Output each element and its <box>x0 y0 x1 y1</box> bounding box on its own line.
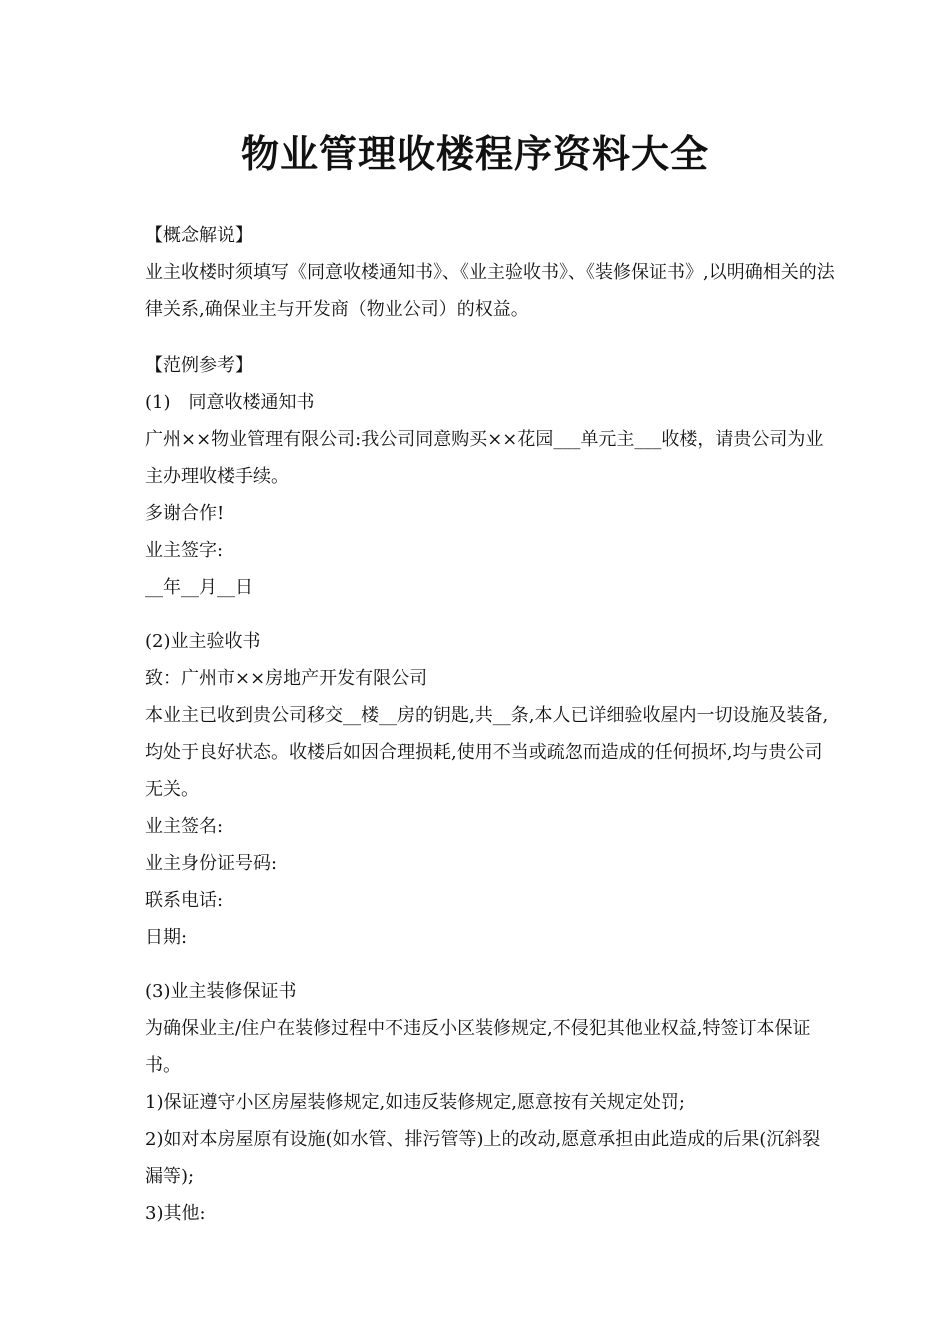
spacer <box>145 606 835 623</box>
inspection-date: 日期: <box>145 927 188 948</box>
guarantee-intro: 为确保业主/住户在装修过程中不违反小区装修规定,不侵犯其他业权益,特签订本保证书。 <box>145 1018 811 1076</box>
inspection-phone: 联系电话: <box>145 890 224 911</box>
guarantee-item: 2)如对本房屋原有设施(如水管、排污管等)上的改动,愿意承担由此造成的后果(沉斜裂漏等); <box>145 1129 821 1187</box>
notice-thanks: 多谢合作! <box>145 503 225 524</box>
document-body <box>145 217 835 1232</box>
inspection-heading: (2)业主验收书 <box>145 631 261 652</box>
inspection-id: 业主身份证号码: <box>145 853 278 874</box>
concept-heading: 【概念解说】 <box>145 225 253 246</box>
inspection-sign: 业主签名: <box>145 816 224 837</box>
guarantee-item: 3)其他: <box>145 1203 206 1224</box>
notice-date: __年__月__日 <box>145 577 253 598</box>
guarantee-item: 1)保证遵守小区房屋装修规定,如违反装修规定,愿意按有关规定处罚; <box>145 1092 685 1113</box>
guarantee-heading: (3)业主装修保证书 <box>145 981 297 1002</box>
notice-body: 广州××物业管理有限公司:我公司同意购买××花园___单元主___收楼，请贵公司为业主办理收楼手续。 <box>145 429 824 487</box>
document-title: 物业管理收楼程序资料大全 <box>240 132 709 176</box>
concept-text: 业主收楼时须填写《同意收楼通知书》、《业主验收书》、《装修保证书》,以明确相关的法律关系,确保业主与开发商（物业公司）的权益。 <box>145 262 835 320</box>
notice-sign: 业主签字: <box>145 540 224 561</box>
notice-heading: (1) 同意收楼通知书 <box>145 392 315 413</box>
inspection-body: 本业主已收到贵公司移交__楼__房的钥匙,共__条,本人已详细验收屋内一切设施及装备,均处于良好状态。收楼后如因合理损耗,使用不当或疏忽而造成的任何损坏,均与贵公司无关。 <box>145 705 829 800</box>
spacer <box>145 328 835 347</box>
example-heading: 【范例参考】 <box>145 355 253 376</box>
spacer <box>145 956 835 973</box>
inspection-to: 致：广州市××房地产开发有限公司 <box>145 668 428 689</box>
